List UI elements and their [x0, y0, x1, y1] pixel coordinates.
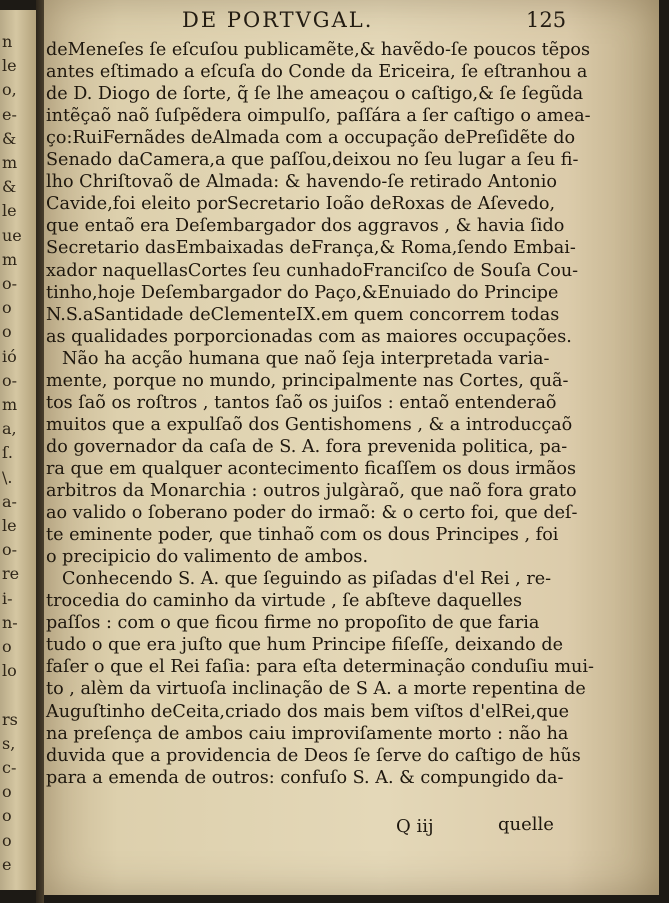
text-line: mente, porque no mundo, principalmente nas Cortes, quã-: [46, 370, 569, 391]
text-line: paſſos : com o que ficou firme no propoſito de que faria: [46, 613, 540, 634]
text-line: intẽçaõ naõ ſuſpẽdera oimpulſo, paſſára a ſer caſtigo o amea-: [46, 106, 591, 127]
scan-border: [659, 0, 669, 903]
text-line: as qualidades porporcionadas com as maiores occupações.: [46, 326, 572, 347]
facing-page-fragment: m: [2, 249, 18, 269]
facing-page-fragment: le: [2, 516, 17, 535]
facing-page-fragment: o: [2, 322, 12, 342]
facing-page-fragment: e-: [2, 104, 17, 124]
facing-page-fragment: ue: [2, 225, 22, 245]
text-line: Auguſtinho deCeita,criado dos mais bem viſtos d'elRei,que: [46, 701, 570, 722]
facing-page-margin: [0, 10, 36, 890]
page-footer: [44, 812, 659, 842]
facing-page-fragment: s,: [2, 733, 16, 753]
text-line: duvida que a providencia de Deos ſe ſerve do caſtigo de hũs: [46, 745, 581, 766]
facing-page-fragment: \.: [2, 467, 13, 487]
text-line: antes eſtimado a eſcuſa do Conde da Ericeira, ſe eſtranhou a: [46, 62, 588, 83]
facing-page-fragment: o-: [2, 370, 18, 390]
text-line: que entaõ era Deſembargador dos aggravos , & havia ſido: [46, 216, 565, 237]
facing-page-fragment: c-: [2, 758, 17, 777]
text-line: Não ha acção humana que naõ ſeja interpretada varia-: [62, 348, 550, 369]
facing-page-fragment: o: [2, 806, 12, 826]
page-number: 125: [526, 8, 567, 32]
facing-page-fragment: m: [2, 153, 18, 172]
text-line: muitos que a expulſaõ dos Gentishomens , & a introducçaõ: [46, 414, 573, 435]
facing-page-fragment: a-: [2, 491, 17, 511]
text-line: o precipicio do valimento de ambos.: [46, 547, 369, 568]
facing-page-fragment: lo: [2, 661, 17, 681]
text-line: faſer o que el Rei faſia: para eſta determinação conduſiu mui-: [46, 657, 594, 678]
text-line: tinho,hoje Deſembargador do Paço,&Enuiado do Principe: [46, 282, 559, 303]
facing-page-fragment: i-: [2, 588, 13, 608]
signature-mark: Q iij: [396, 816, 434, 837]
text-line: Secretario dasEmbaixadas deFrança,& Roma,ſendo Embai-: [46, 238, 576, 259]
text-line: de D. Diogo de ſorte, q̃ ſe lhe ameaçou o caſtigo,& ſe ſegũda: [46, 84, 584, 105]
facing-page-fragment: rs: [2, 709, 18, 729]
facing-page-fragment: &: [2, 128, 17, 148]
text-line: ra que em qualquer acontecimento ficaſſem os dous irmãos: [46, 458, 577, 479]
text-line: tudo o que era juſto que hum Principe fiſeſſe, deixando de: [46, 635, 564, 656]
facing-page-fragment: o-: [2, 274, 18, 293]
facing-page-fragment: o: [2, 637, 12, 656]
facing-page-fragment: o: [2, 830, 12, 850]
facing-page-fragment: le: [2, 201, 17, 221]
text-line: xador naquellasCortes ſeu cunhadoFranciſco de Souſa Cou-: [46, 260, 579, 281]
book-gutter: [36, 0, 44, 903]
text-line: tos ſaõ os roſtros , tantos ſaõ os juiſos : entaõ entenderaõ: [46, 392, 557, 413]
facing-page-fragment: &: [2, 177, 17, 197]
facing-page-fragment: n: [2, 32, 13, 51]
text-line: to , alèm da virtuoſa inclinação de S A. a morte repentina de: [46, 679, 586, 700]
text-line: N.S.aSantidade deClementeIX.em quem concorrem todas: [46, 304, 560, 325]
running-title: DE PORTVGAL.: [182, 8, 374, 32]
facing-page-fragment: o-: [2, 540, 18, 560]
text-line: ço:RuiFernãdes deAlmada com a occupação dePreſidẽte do: [46, 128, 576, 149]
facing-page-fragment: a,: [2, 419, 17, 439]
book-page: [44, 0, 659, 895]
facing-page-fragment: le: [2, 56, 17, 76]
text-line: do governador da caſa de S. A. fora prevenida politica, pa-: [46, 436, 568, 457]
text-line: arbitros da Monarchia : outros julgàraõ, que naõ fora grato: [46, 481, 577, 501]
text-line: Conhecendo S. A. que ſeguindo as piſadas d'el Rei , re-: [62, 569, 552, 590]
catchword: quelle: [498, 814, 554, 835]
facing-page-fragment: ſ.: [2, 443, 14, 463]
text-line: Senado daCamera,a que paſſou,deixou no ſeu lugar a ſeu fi-: [46, 150, 579, 171]
page-header: [44, 6, 659, 42]
facing-page-fragment: o: [2, 298, 12, 318]
text-line: ao valido o ſoberano poder do irmaõ: & o certo foi, que deſ-: [46, 503, 578, 524]
facing-page-fragment: e: [2, 854, 12, 874]
facing-page-fragment: m: [2, 395, 18, 414]
text-line: na preſença de ambos caiu improviſamente morto : não ha: [46, 723, 569, 744]
facing-page-fragment: re: [2, 564, 20, 584]
text-line: para a emenda de outros: confuſo S. A. & compungido da-: [46, 767, 564, 788]
facing-page-fragment: o,: [2, 80, 17, 100]
text-line: lho Chriſtovaõ de Almada: & havendo-ſe retirado Antonio: [46, 172, 557, 193]
facing-page-fragment: o: [2, 782, 12, 802]
facing-page-fragment: n-: [2, 612, 18, 632]
text-line: trocedia do caminho da virtude , ſe abſteve daquelles: [46, 591, 523, 612]
facing-page-fragment: ió: [2, 346, 17, 366]
text-line: te eminente poder, que tinhaõ com os dous Principes , foi: [46, 525, 559, 546]
text-line: Cavide,foi eleito porSecretario Ioão deRoxas de Aſevedo,: [46, 194, 556, 215]
text-line: deMeneſes ſe eſcuſou publicamẽte,& havẽdo-ſe poucos tẽpos: [46, 40, 591, 60]
